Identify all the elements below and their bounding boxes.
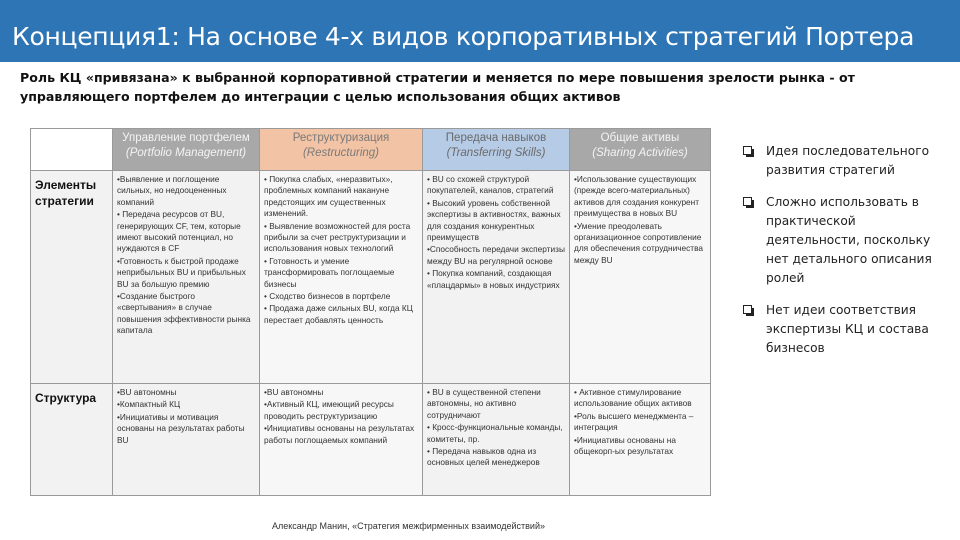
checkbox-bullet-icon [743, 197, 752, 206]
cell-item: •Активный КЦ, имеющий ресурсы проводить реструктуризацию [264, 399, 394, 421]
table-cell [260, 171, 423, 384]
cell-item: •Инициативы основаны на результатах работы поглощаемых компаний [264, 423, 415, 445]
cell-item: •Готовность к быстрой продаже неприбыльных BU и прибыльных BU за большую премию [117, 255, 246, 289]
cell-item: • Покупка компаний, создающая «плацдармы» в новых индустриях [427, 268, 560, 290]
cell-item: • Готовность и умение трансформировать поглощаемые бизнесы [264, 255, 395, 289]
slide-title: Концепция1: На основе 4-х видов корпоративных стратегий Портера [0, 0, 960, 62]
cell-item: • Продажа даже сильных BU, когда КЦ перестает добавлять ценность [264, 303, 413, 325]
cell-item: •Инициативы основаны на общекорп-ых результатах [574, 434, 676, 457]
bullet-text: Сложно использовать в практической деятельности, поскольку нет детального описания ролей [766, 195, 932, 285]
table-row-strategy-elements [31, 171, 711, 384]
cell-item: • Передача ресурсов от BU, генерирующих CF, тем, которые имеют высокий потенциал, но нуждаются в CF [117, 209, 241, 254]
cell-item: •Выявление и поглощение сильных, но недооцененных компаний [117, 174, 227, 207]
header-row [31, 129, 711, 171]
column-header-en: (Restructuring) [302, 147, 380, 159]
cell-item: •BU автономны [117, 387, 177, 397]
cell-item: • BU со схожей структурой покупателей, каналов, стратегий [427, 174, 554, 196]
column-header-en: (Portfolio Management) [125, 147, 247, 159]
column-header-en: (Sharing Activities) [592, 147, 688, 159]
column-header-ru: Реструктуризация [292, 132, 390, 144]
cell-item: •Умение преодолевать организационное сопротивление для обеспечения сотрудничества между BU [574, 220, 704, 265]
cell-item: • BU в существенной степени автономны, но активно сотрудничают [427, 387, 541, 420]
table-cell [570, 171, 711, 384]
cell-item: •Компактный КЦ [117, 399, 181, 410]
table-cell [423, 171, 570, 384]
column-header-restructuring [260, 129, 423, 171]
bullet-text: Идея последовательного развития стратегий [766, 144, 930, 177]
row-label: Элементы стратегии [31, 171, 113, 384]
table-row-structure [31, 384, 711, 496]
source-footer: Александр Манин, «Стратегия межфирменных взаимодействий» [272, 521, 545, 531]
cell-item: •Создание быстрого «свертывания» в случае повышения эффективности рынка капитала [117, 291, 251, 336]
cell-item: • Выявление возможностей для роста прибыли за счет реструктуризации и использования новых технологий [264, 220, 411, 254]
cell-item: • Покупка слабых, «неразвитых», проблемных компаний накануне предстоящих им существенных изменений. [264, 174, 393, 219]
checkbox-bullet-icon [743, 146, 752, 155]
bullet-text: Нет идеи соответствия экспертизы КЦ и состава бизнесов [766, 303, 929, 355]
column-header-sharing-activities [570, 129, 711, 171]
table-cell [423, 384, 570, 496]
cell-item: • Кросс-функциональные команды, комитеты, пр. [427, 422, 563, 444]
table-cell [570, 384, 711, 496]
column-header-portfolio [113, 129, 260, 171]
column-header-en: (Transferring Skills) [446, 147, 546, 159]
checkbox-bullet-icon [743, 305, 752, 314]
conclusions-list [740, 142, 940, 371]
cell-item: • Передача навыков одна из основных целей менеджеров [427, 446, 540, 468]
cell-item: • Высокий уровень собственной экспертизы в активностях, важных для создания конкурентных преимуществ [427, 197, 561, 243]
cell-item: •Инициативы и мотивация основаны на результатах работы BU [117, 411, 245, 445]
column-header-transferring-skills [423, 129, 570, 171]
strategy-matrix [30, 128, 711, 496]
table-cell [113, 171, 260, 384]
cell-item: •Роль высшего менеджмента – интеграция [574, 410, 694, 433]
cell-item: • Активное стимулирование использование общих активов [574, 387, 692, 409]
slide-subtitle: Роль КЦ «привязана» к выбранной корпоративной стратегии и меняется по мере повышения зрелости рынка - от управляющего портфелем до интеграции с целью использования общих активов [20, 70, 855, 104]
list-item [740, 193, 940, 288]
cell-item: •Использование существующих (прежде всего-материальных) активов для создания конкурент преимущества в новых BU [574, 174, 700, 219]
column-header-ru: Передача навыков [445, 132, 547, 144]
column-header-ru: Управление портфелем [122, 132, 250, 144]
list-item [740, 142, 940, 180]
column-header-ru: Общие активы [600, 132, 680, 144]
table-cell [260, 384, 423, 496]
corner-cell [31, 129, 113, 171]
cell-item: •BU автономны [264, 387, 324, 397]
table-cell [113, 384, 260, 496]
list-item [740, 301, 940, 358]
row-label: Структура [31, 384, 113, 496]
cell-item: •Способность передачи экспертизы между BU на регулярной основе [427, 244, 565, 266]
cell-item: • Сходство бизнесов в портфеле [264, 291, 391, 302]
